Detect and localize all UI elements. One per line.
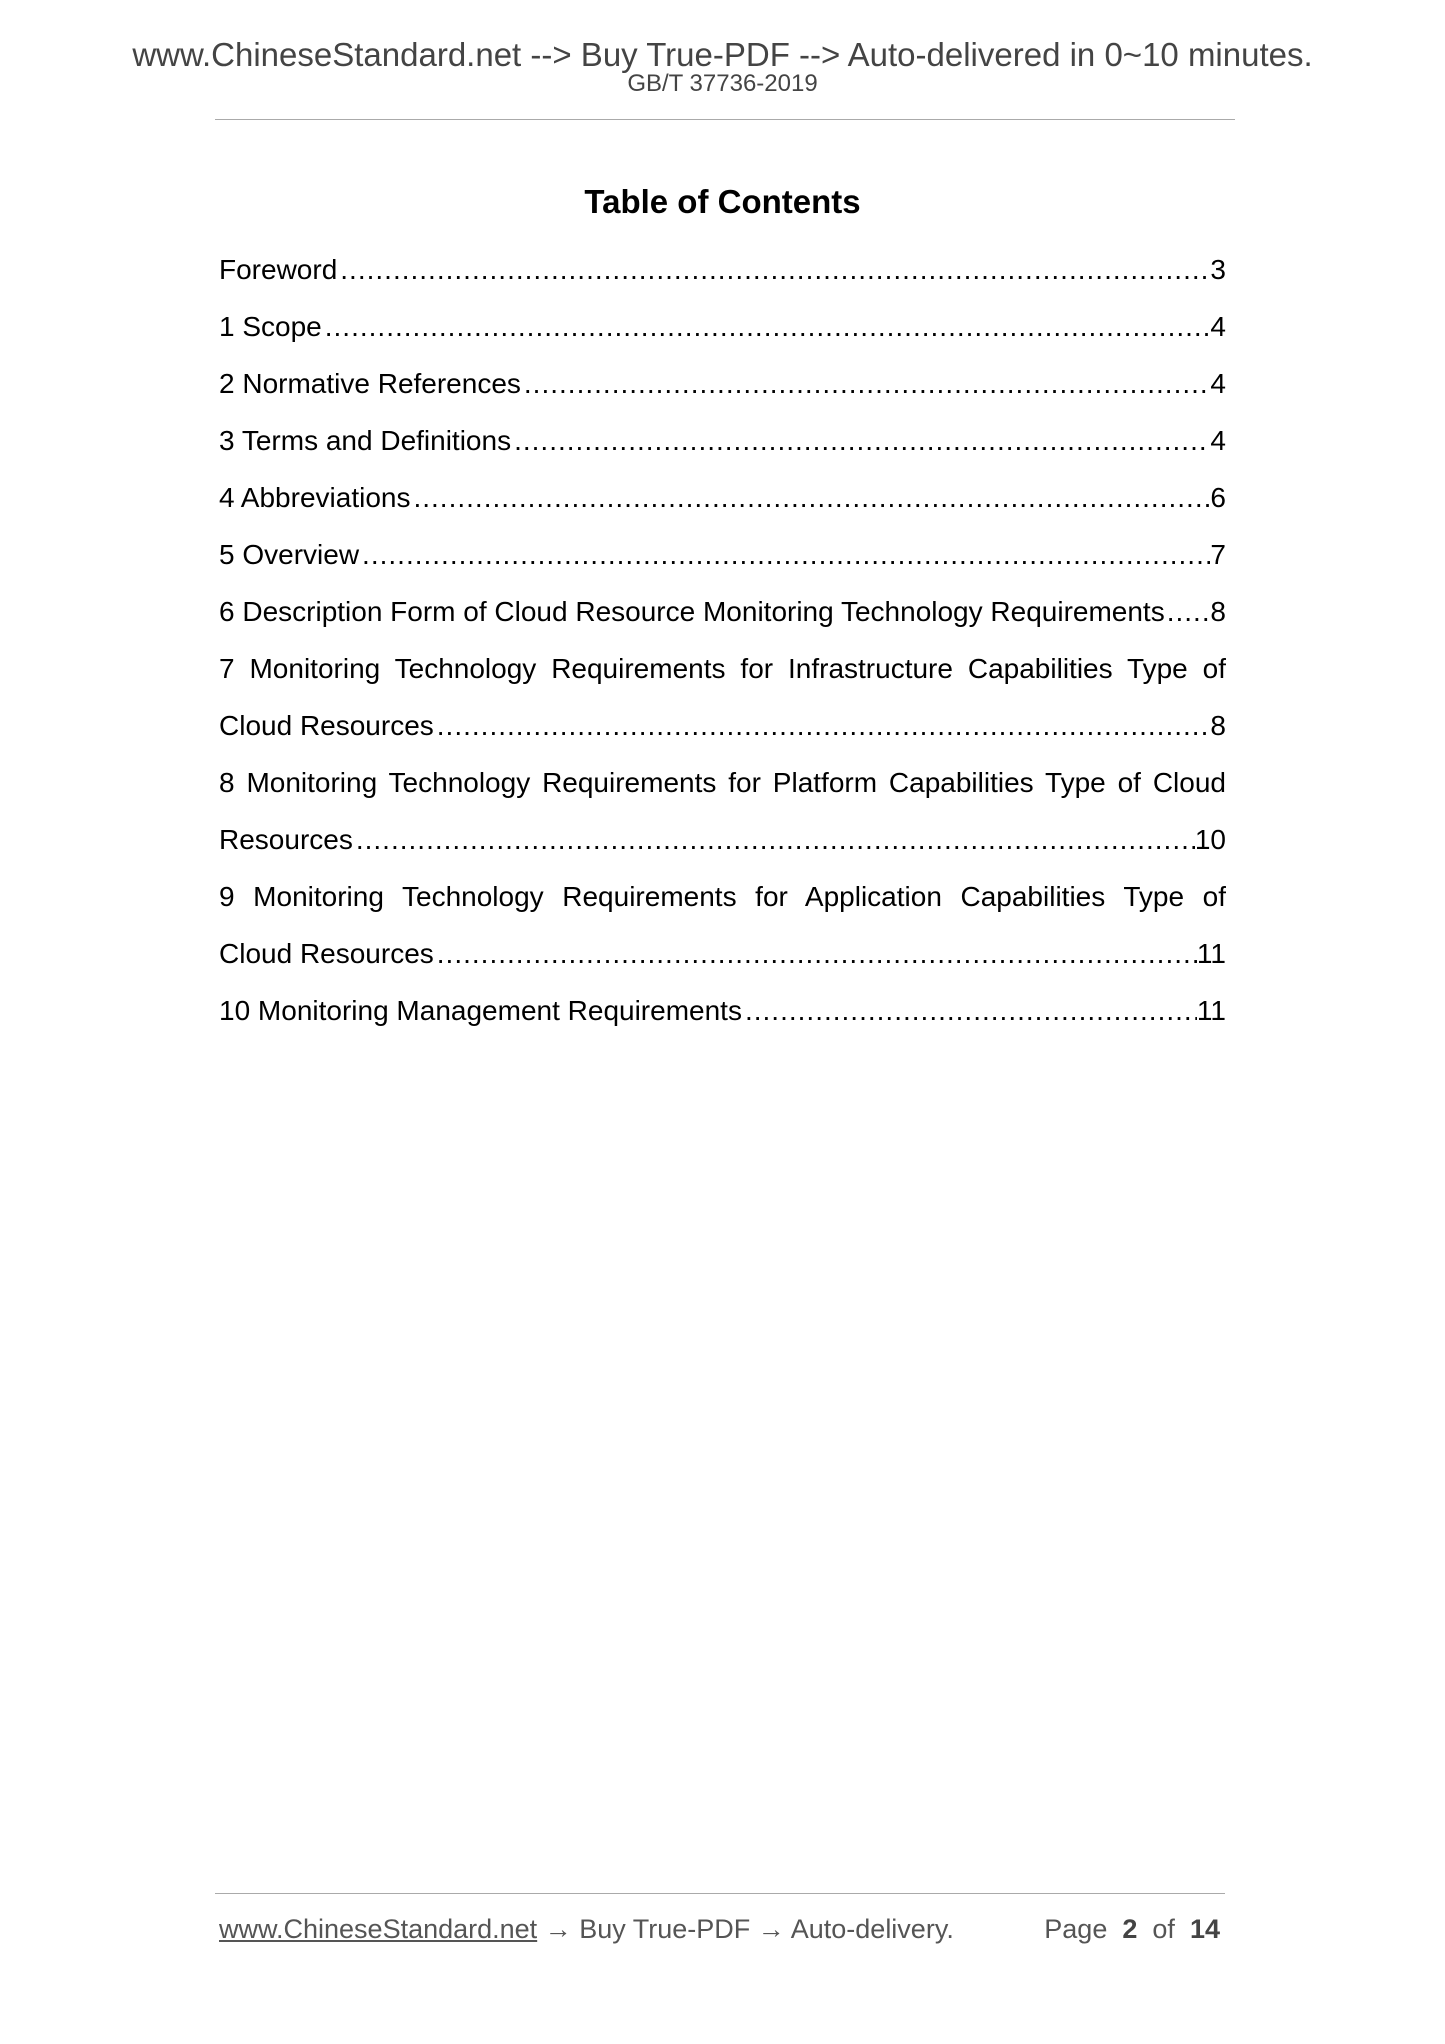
- toc-leader-dots: [434, 930, 1197, 978]
- toc-entry-label: 7 Monitoring Technology Requirements for Infrastructure Capabilities Type of: [219, 653, 1226, 684]
- toc-entry-label: 4 Abbreviations: [219, 482, 411, 513]
- footer-site-link[interactable]: www.ChineseStandard.net: [219, 1914, 538, 1944]
- toc-entry-description-form[interactable]: [219, 588, 1226, 645]
- toc-leader-dots: [434, 702, 1211, 750]
- toc-entry-application-line2[interactable]: [219, 930, 1226, 987]
- toc-entry-infrastructure-line1[interactable]: [219, 645, 1226, 702]
- toc-entry-label: Cloud Resources: [219, 938, 434, 969]
- toc-leader-dots: [410, 474, 1210, 522]
- page-total: 14: [1189, 1914, 1220, 1944]
- toc-entry-platform-line2[interactable]: [219, 816, 1226, 873]
- toc-entry-page: 8: [1210, 596, 1226, 627]
- toc-entry-terms-definitions[interactable]: [219, 417, 1226, 474]
- page-indicator: [1044, 1914, 1220, 1945]
- toc-entry-page: 11: [1196, 995, 1226, 1026]
- toc-entry-foreword[interactable]: [219, 246, 1226, 303]
- header-divider: [215, 119, 1235, 120]
- toc-leader-dots: [521, 360, 1211, 408]
- footer-tagline: → Buy True-PDF → Auto-delivery.: [537, 1914, 954, 1944]
- toc-entry-label: 6 Description Form of Cloud Resource Monitoring Technology Requirements: [219, 596, 1165, 627]
- toc-entry-page: 4: [1210, 368, 1226, 399]
- toc-entry-page: 4: [1210, 425, 1226, 456]
- toc-leader-dots: [742, 987, 1197, 1035]
- toc-entry-label: 8 Monitoring Technology Requirements for Platform Capabilities Type of Cloud: [219, 767, 1226, 798]
- toc-entry-label: Foreword: [219, 254, 338, 285]
- page-current: 2: [1122, 1914, 1138, 1944]
- toc-entry-monitoring-management[interactable]: [219, 987, 1226, 1044]
- toc-entry-page: 6: [1210, 482, 1226, 513]
- toc-entry-label: 5 Overview: [219, 539, 360, 570]
- toc-entry-label: Resources: [219, 824, 353, 855]
- toc-entry-label: 1 Scope: [219, 311, 322, 342]
- document-id: GB/T 37736-2019: [627, 70, 818, 97]
- toc-entry-overview[interactable]: [219, 531, 1226, 588]
- of-word: of: [1152, 1914, 1175, 1944]
- page-title: Table of Contents: [584, 183, 861, 220]
- toc-entry-label: 3 Terms and Definitions: [219, 425, 512, 456]
- toc-leader-dots: [322, 303, 1211, 351]
- toc-leader-dots: [359, 531, 1210, 579]
- toc-leader-dots: [1165, 588, 1211, 636]
- toc-entry-scope[interactable]: [219, 303, 1226, 360]
- toc-entry-infrastructure-line2[interactable]: [219, 702, 1226, 759]
- toc-entry-label: 10 Monitoring Management Requirements: [219, 995, 742, 1026]
- toc-entry-page: 8: [1210, 710, 1226, 741]
- toc-entry-label: Cloud Resources: [219, 710, 434, 741]
- toc-entry-page: 7: [1210, 539, 1226, 570]
- page-word: Page: [1044, 1914, 1108, 1944]
- toc-entry-page: 4: [1210, 311, 1226, 342]
- toc-leader-dots: [511, 417, 1210, 465]
- toc-entry-page: 3: [1210, 254, 1226, 285]
- toc-leader-dots: [353, 816, 1195, 864]
- toc-leader-dots: [337, 246, 1210, 294]
- toc-entry-page: 10: [1194, 824, 1226, 855]
- footer-divider: [215, 1893, 1225, 1894]
- toc-entry-normative-references[interactable]: [219, 360, 1226, 417]
- toc-entry-application-line1[interactable]: [219, 873, 1226, 930]
- table-of-contents: [219, 246, 1226, 1044]
- toc-entry-label: 2 Normative References: [219, 368, 521, 399]
- header-banner: www.ChineseStandard.net --> Buy True-PDF --> Auto-delivered in 0~10 minutes.: [132, 36, 1313, 73]
- toc-entry-platform-line1[interactable]: [219, 759, 1226, 816]
- toc-entry-abbreviations[interactable]: [219, 474, 1226, 531]
- toc-entry-page: 11: [1196, 938, 1226, 969]
- footer-left: [219, 1914, 954, 1945]
- toc-entry-label: 9 Monitoring Technology Requirements for Application Capabilities Type of: [219, 881, 1226, 912]
